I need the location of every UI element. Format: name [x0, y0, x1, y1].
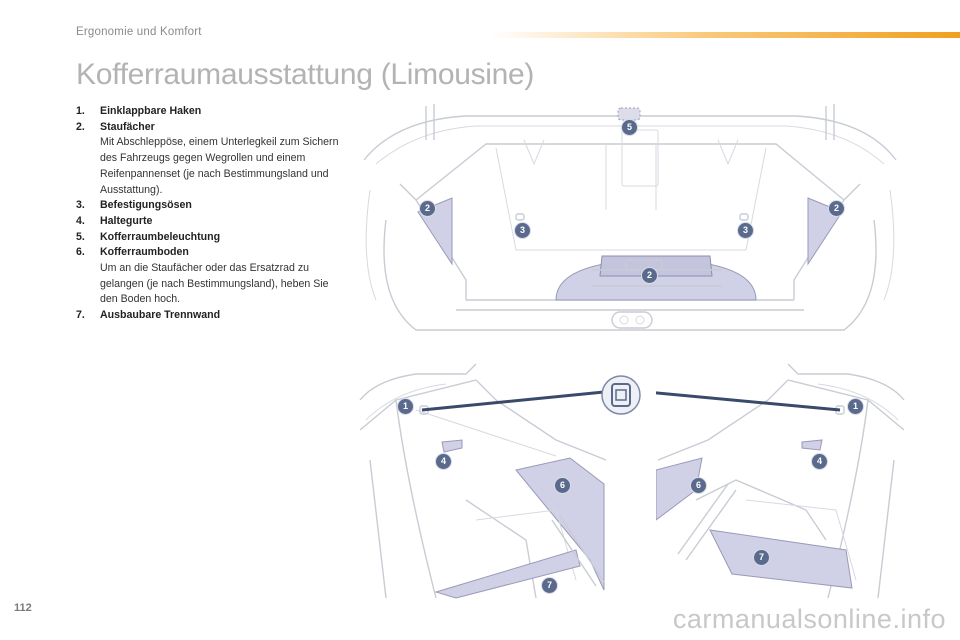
callout-badge: 3 — [737, 222, 754, 239]
watermark-text: carmanualsonline.info — [672, 604, 946, 634]
legend-number: 1. — [76, 105, 85, 117]
callout-badge: 6 — [690, 477, 707, 494]
callout-badge: 5 — [621, 119, 638, 136]
legend-number: 5. — [76, 230, 85, 243]
trunk-rear-illustration — [356, 100, 904, 348]
callout-badge: 7 — [753, 549, 770, 566]
callout-badge: 7 — [541, 577, 558, 594]
legend-number: 7. — [76, 309, 85, 322]
legend-item — [76, 104, 348, 120]
legend-label: Staufächer — [100, 120, 155, 133]
legend-number: 2. — [76, 120, 85, 133]
legend-item — [76, 198, 348, 214]
callout-badge: 1 — [847, 398, 864, 415]
page-number: 112 — [14, 602, 32, 614]
legend-item — [76, 120, 348, 199]
header-accent-bar — [492, 32, 960, 38]
legend-number: 4. — [76, 214, 85, 227]
trunk-left-illustration — [356, 360, 608, 600]
legend-label: Ausbaubare Trennwand — [100, 309, 221, 322]
legend-item — [76, 308, 348, 324]
legend-item — [76, 245, 348, 308]
legend-number: 3. — [76, 199, 85, 212]
hook-detail-icon — [600, 374, 642, 416]
legend-description: Um an die Staufächer oder das Ersatzrad zu gelangen (je nach Bestimmungsland), heben Sie den Boden hoch. — [100, 262, 329, 306]
callout-badge: 4 — [811, 453, 828, 470]
legend-number: 6. — [76, 246, 85, 259]
legend-label: Kofferraumbeleuchtung — [100, 230, 221, 243]
callout-badge: 1 — [397, 398, 414, 415]
section-header: Ergonomie und Komfort — [76, 26, 202, 38]
legend-label: Befestigungsösen — [100, 199, 192, 212]
callout-badge: 4 — [435, 453, 452, 470]
callout-badge: 6 — [554, 477, 571, 494]
legend-item — [76, 230, 348, 246]
legend-label: Einklappbare Haken — [100, 105, 202, 117]
page-title: Kofferraumausstattung (Limousine) — [76, 58, 535, 91]
callout-badge: 2 — [828, 200, 845, 217]
legend-label: Kofferraumboden — [100, 246, 189, 259]
legend-label: Haltegurte — [100, 214, 153, 227]
callout-badge: 3 — [514, 222, 531, 239]
legend-list — [76, 104, 348, 324]
legend-item — [76, 214, 348, 230]
callout-badge: 2 — [419, 200, 436, 217]
callout-badge: 2 — [641, 267, 658, 284]
legend-description: Mit Abschleppöse, einem Unterlegkeil zum Sichern des Fahrzeugs gegen Wegrollen und einem Reifenpannenset (je nach Bestimmungsland und Ausstattung). — [100, 136, 339, 196]
